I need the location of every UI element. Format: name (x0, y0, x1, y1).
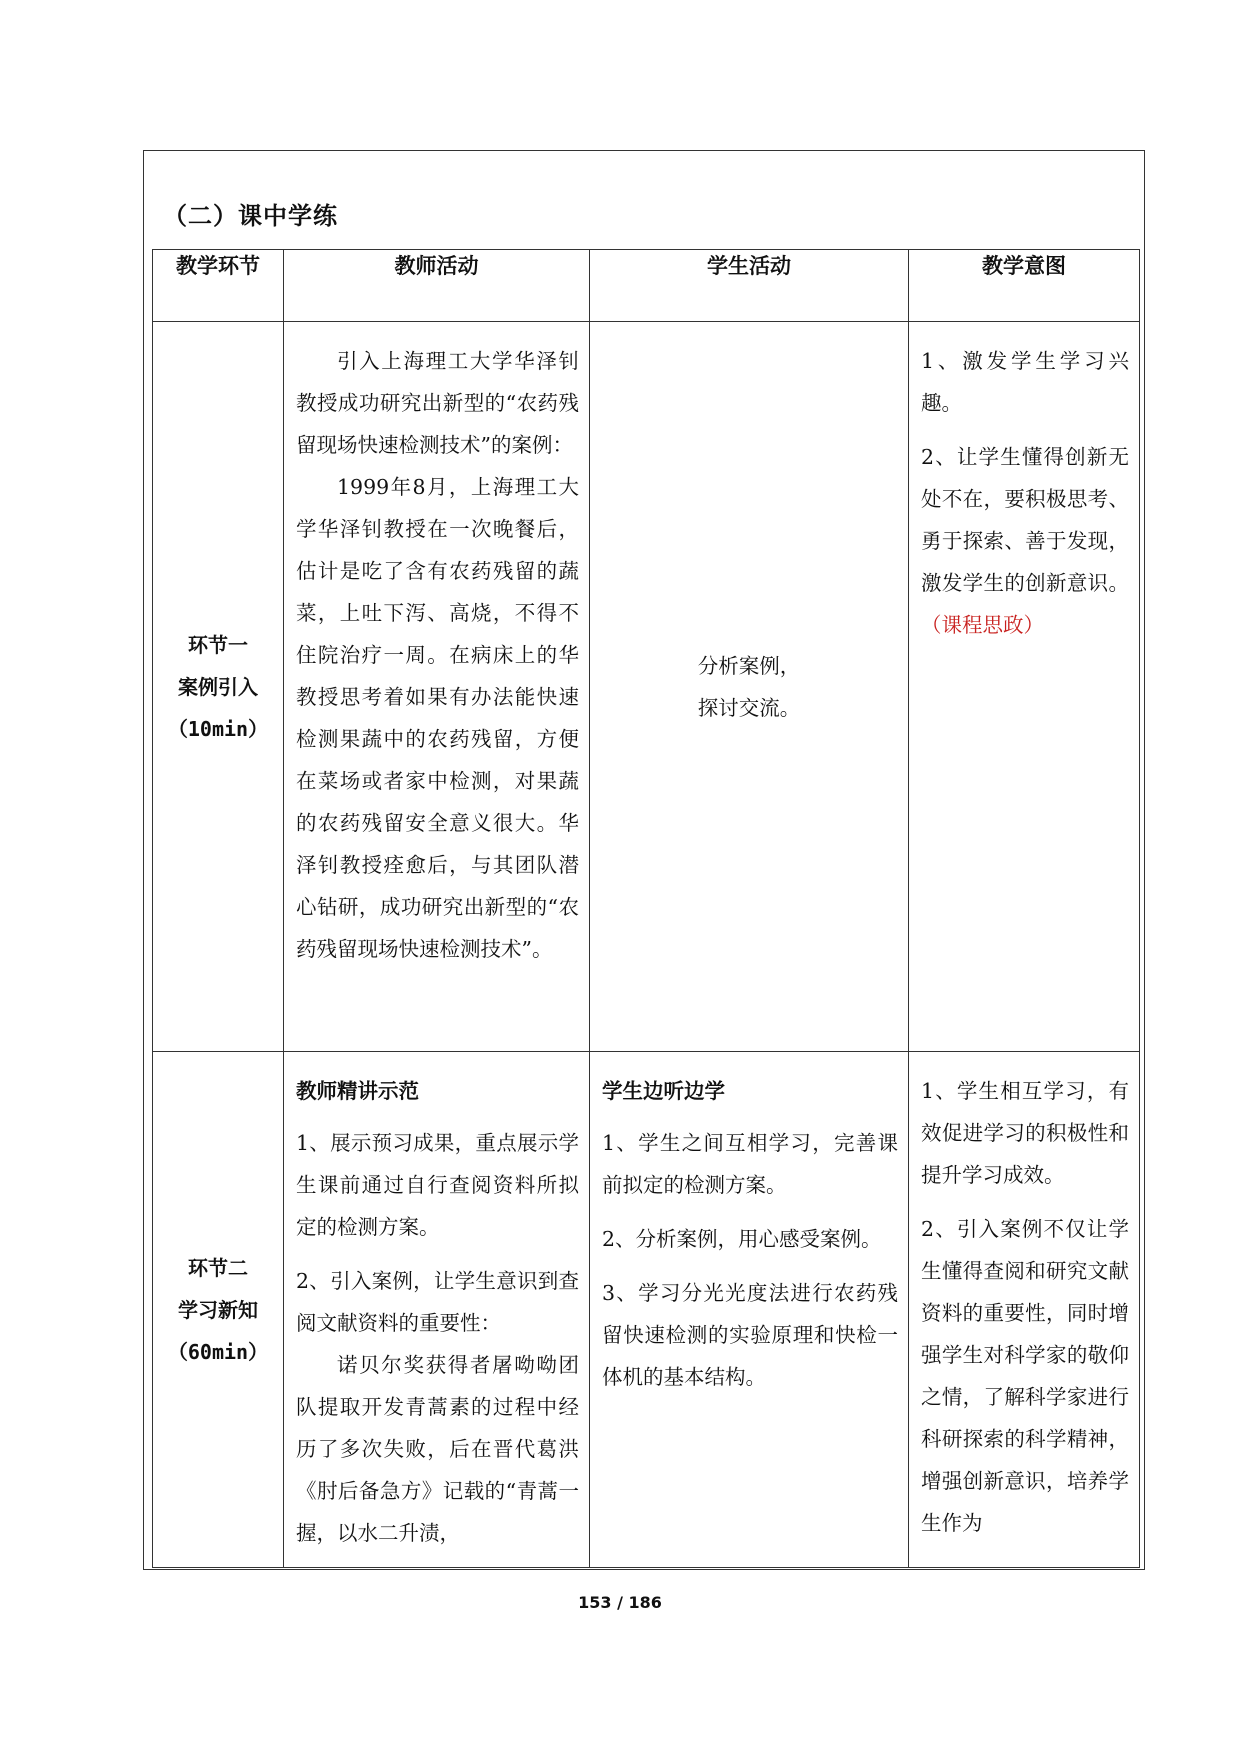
teacher-activity-cell (284, 1052, 590, 1568)
ideology-tag: （课程思政） (921, 613, 1044, 637)
intent-paragraph: 1、学生相互学习，有效促进学习的积极性和提升学习成效。 (921, 1079, 1129, 1187)
table-row-stage-1 (153, 322, 1140, 1052)
page-number: 153 / 186 (578, 1593, 662, 1612)
intent-paragraph: 1、激发学生学习兴趣。 (921, 349, 1129, 415)
header-stage: 教学环节 (153, 250, 284, 322)
teacher-subtitle: 教师精讲示范 (296, 1079, 419, 1103)
teacher-paragraph: 2、引入案例，让学生意识到查阅文献资料的重要性： (296, 1269, 579, 1335)
header-teacher: 教师活动 (284, 250, 590, 322)
stage-name: 案例引入 (178, 674, 258, 699)
lesson-table (152, 249, 1140, 1568)
section-title: （二）课中学练 (163, 202, 338, 230)
header-student: 学生活动 (590, 250, 909, 322)
stage-duration: （60min） (167, 1339, 269, 1364)
student-paragraph: 3、学习分光光度法进行农药残留快速检测的实验原理和快检一体机的基本结构。 (602, 1281, 898, 1389)
student-paragraph: 2、分析案例，用心感受案例。 (602, 1227, 882, 1251)
intent-cell (909, 1052, 1140, 1568)
student-paragraph: 1、学生之间互相学习，完善课前拟定的检测方案。 (602, 1131, 898, 1197)
student-line: 探讨交流。 (697, 695, 801, 720)
student-activity-cell (590, 1052, 909, 1568)
stage-number: 环节一 (188, 632, 248, 657)
student-subtitle: 学生边听边学 (602, 1079, 725, 1103)
stage-cell (153, 1052, 284, 1568)
intent-paragraph (921, 436, 1129, 646)
student-line: 分析案例， (697, 653, 801, 678)
stage-name: 学习新知 (178, 1297, 258, 1322)
table-row-stage-2 (153, 1052, 1140, 1568)
intent-cell (909, 322, 1140, 1052)
table-header-row (153, 250, 1140, 322)
intent-paragraph: 2、引入案例不仅让学生懂得查阅和研究文献资料的重要性，同时增强学生对科学家的敬仰之情，了解科学家进行科研探索的科学精神，增强创新意识，培养学生作为 (921, 1217, 1129, 1535)
teacher-activity-cell (284, 322, 590, 1052)
teacher-paragraph: 诺贝尔奖获得者屠呦呦团队提取开发青蒿素的过程中经历了多次失败，后在晋代葛洪《肘后备急方》记载的“青蒿一握，以水二升渍， (296, 1353, 579, 1545)
intent-text: 2、让学生懂得创新无处不在，要积极思考、勇于探索、善于发现，激发学生的创新意识。 (921, 445, 1129, 595)
teacher-paragraph: 1999年8月，上海理工大学华泽钊教授在一次晚餐后，估计是吃了含有农药残留的蔬菜，上吐下泻、高烧，不得不住院治疗一周。在病床上的华教授思考着如果有办法能快速检测果蔬中的农药残留，方便在菜场或者家中检测，对果蔬的农药残留安全意义很大。华泽钊教授痊愈后，与其团队潜心钻研，成功研究出新型的“农药残留现场快速检测技术”。 (296, 475, 579, 961)
teacher-paragraph: 1、展示预习成果，重点展示学生课前通过自行查阅资料所拟定的检测方案。 (296, 1131, 579, 1239)
student-activity-cell (590, 322, 909, 1052)
teacher-paragraph: 引入上海理工大学华泽钊教授成功研究出新型的“农药残留现场快速检测技术”的案例： (296, 349, 579, 457)
header-intent: 教学意图 (909, 250, 1140, 322)
stage-cell (153, 322, 284, 1052)
stage-number: 环节二 (188, 1255, 248, 1280)
stage-duration: （10min） (167, 716, 269, 741)
